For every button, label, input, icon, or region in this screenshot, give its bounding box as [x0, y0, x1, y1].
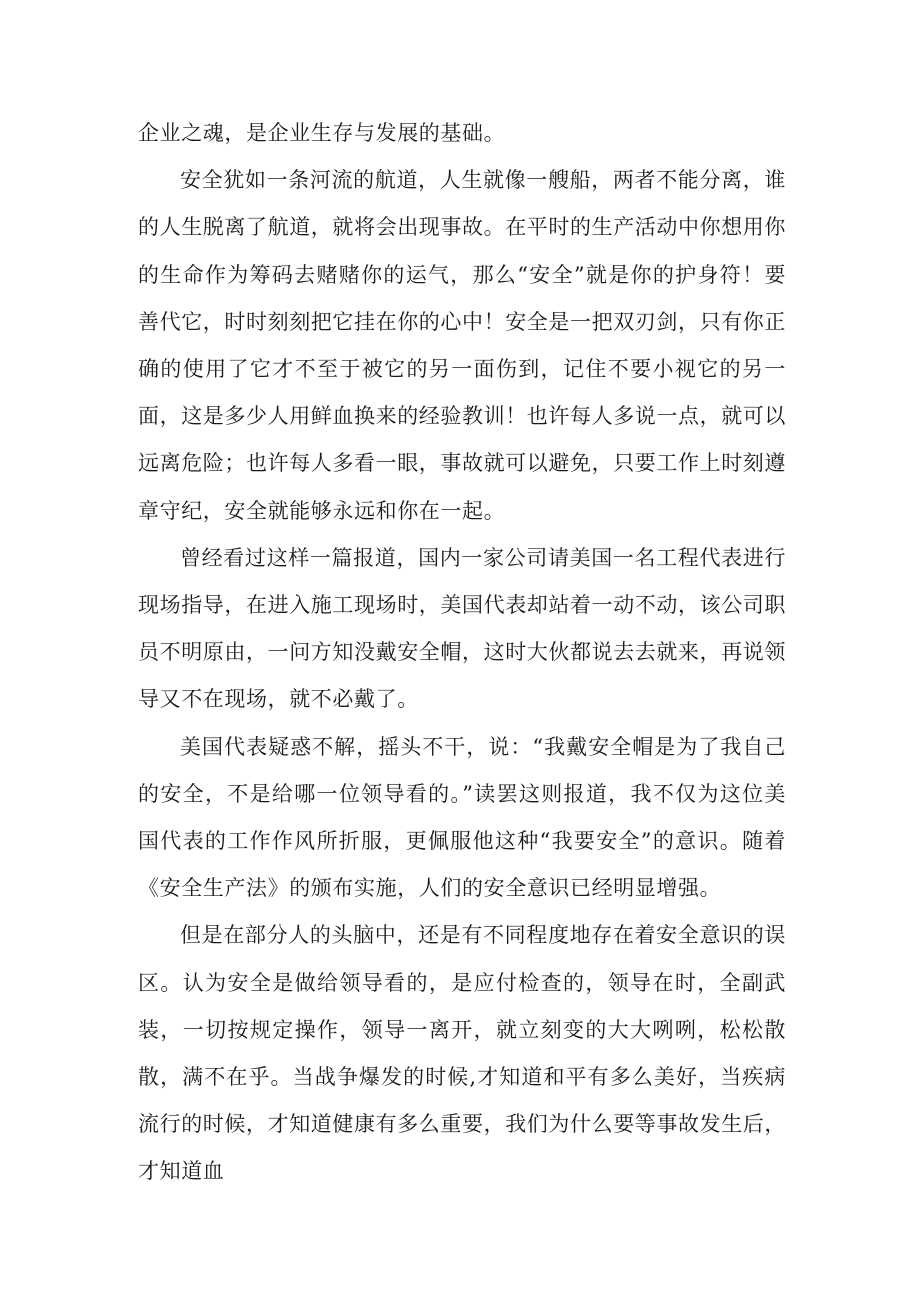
- paragraph-misconception: 但是在部分人的头脑中，还是有不同程度地存在着安全意识的误区。认为安全是做给领导看的，是应付检查的，领导在时，全副武装，一切按规定操作，领导一离开，就立刻变的大大咧咧，松松散散，满不在乎。当战争爆发的时候,才知道和平有多么美好，当疾病流行的时候，才知道健康有多么重要，我们为什么要等事故发生后，才知道血: [138, 923, 786, 1184]
- paragraph-safety-river: 安全犹如一条河流的航道，人生就像一艘船，两者不能分离，谁的人生脱离了航道，就将会出现事故。在平时的生产活动中你想用你的生命作为筹码去赌赌你的运气，那么“安全”就是你的护身符！要善代它，时时刻刻把它挂在你的心中！安全是一把双刃剑，只有你正确的使用了它才不至于被它的另一面伤到，记住不要小视它的另一面，这是多少人用鲜血换来的经验教训！也许每人多说一点，就可以远离危险；也许每人多看一眼，事故就可以避免，只要工作上时刻遵章守纪，安全就能够永远和你在一起。: [138, 168, 786, 523]
- paragraph-continuation: 企业之魂，是企业生存与发展的基础。: [138, 121, 506, 145]
- paragraph-report: 曾经看过这样一篇报道，国内一家公司请美国一名工程代表进行现场指导，在进入施工现场时，美国代表却站着一动不动，该公司职员不明原由，一问方知没戴安全帽，这时大伙都说去去就来，再说领导又不在现场，就不必戴了。: [138, 545, 786, 712]
- document-body: [138, 110, 786, 1196]
- paragraph-american-representative: 美国代表疑惑不解，摇头不干，说：“我戴安全帽是为了我自己的安全，不是给哪一位领导看的。”读罢这则报道，我不仅为这位美国代表的工作作风所折服，更佩服他这种“我要安全”的意识。随着《安全生产法》的颁布实施，人们的安全意识已经明显增强。: [138, 734, 786, 901]
